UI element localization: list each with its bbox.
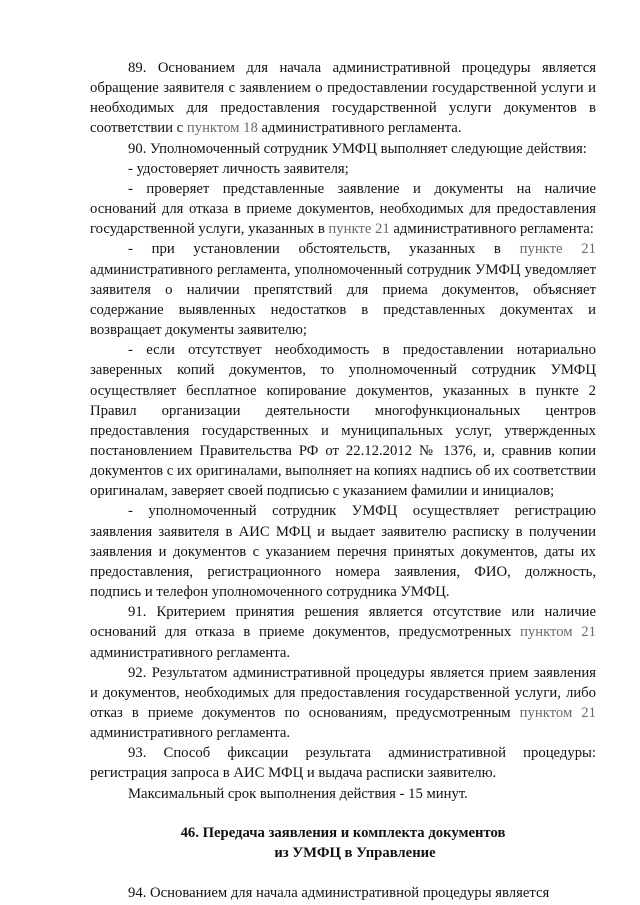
link-point-21[interactable]: пунктом 21 bbox=[519, 705, 596, 721]
section-heading-line-1: 46. Передача заявления и комплекта документов bbox=[180, 824, 506, 841]
spacer bbox=[90, 863, 596, 883]
paragraph-92-text: 92. Результатом административной процедуры является прием заявления и документов, необходимых для предоставления государственной услуги, либо отказ в приеме документов по основаниям, предусмотренным bbox=[90, 664, 596, 721]
link-point-21[interactable]: пунктом 21 bbox=[520, 624, 596, 641]
list-item-identity: - удостоверяет личность заявителя; bbox=[128, 160, 349, 177]
section-heading bbox=[90, 823, 596, 863]
list-item-registration: - уполномоченный сотрудник УМФЦ осуществляет регистрацию заявления заявителя в АИС МФЦ и выдает заявителю расписку в получении заявления и документов с указанием перечня принятых документов, даты их предоставления, регистрационного номера заявления, ФИО, должность, подпись и телефон уполномоченного сотрудника УМФЦ. bbox=[90, 503, 596, 601]
link-point-18[interactable]: пунктом 18 bbox=[186, 120, 258, 137]
list-item-check-text: - проверяет представленные заявление и документы на наличие оснований для отказа в приеме документов, необходимых для предоставления государственной услуги, указанных в bbox=[90, 180, 596, 238]
paragraph-93: 93. Способ фиксации результата административной процедуры: регистрация запроса в АИС МФЦ и выдача расписки заявителю. bbox=[90, 745, 596, 782]
paragraph-91 bbox=[90, 602, 596, 662]
section-heading-line-2: из УМФЦ в Управление bbox=[274, 844, 436, 861]
paragraph-94: 94. Основанием для начала административной процедуры является bbox=[128, 884, 550, 901]
list-item-copying: - если отсутствует необходимость в предоставлении нотариально заверенных копий документов, то уполномоченный сотрудник УМФЦ осуществляет бесплатное копирование документов, указанных в пункте 2 Правил организации деятельности многофункциональных центров предоставления государственных и муниципальных услуг, утвержденных постановлением Правительства РФ от 22.12.2012 № 1376, и, сравнив копии документов с их оригиналами, выполняет на копиях надпись об их соответствии оригиналам, заверяет своей подписью с указанием фамилии и инициалов; bbox=[90, 342, 596, 500]
list-item-check-documents bbox=[90, 179, 596, 239]
paragraph-89 bbox=[90, 58, 596, 139]
list-item-check-text-end: административного регламента: bbox=[389, 221, 594, 238]
paragraph-90: 90. Уполномоченный сотрудник УМФЦ выполняет следующие действия: bbox=[128, 140, 587, 157]
paragraph-89-text-end: административного регламента. bbox=[257, 120, 462, 137]
paragraph-91-text-end: административного регламента. bbox=[90, 644, 291, 661]
list-item-circumstances-text: - при установлении обстоятельств, указанных в bbox=[128, 241, 520, 258]
list-item-circumstances bbox=[90, 239, 596, 340]
paragraph-91-text: 91. Критерием принятия решения является отсутствие или наличие оснований для отказа в приеме документов, предусмотренных bbox=[90, 604, 596, 641]
paragraph-92 bbox=[90, 663, 596, 744]
document-page bbox=[90, 58, 596, 903]
paragraph-92-text-end: административного регламента. bbox=[90, 725, 291, 742]
link-point-21[interactable]: пункте 21 bbox=[328, 221, 390, 238]
list-item-circumstances-text-end: административного регламента, уполномоченный сотрудник УМФЦ уведомляет заявителя о наличии препятствий для приема документов, объясняет содержание выявленных недостатков в представленных документах и возвращает документы заявителю; bbox=[90, 261, 596, 339]
max-time-note: Максимальный срок выполнения действия - 15 минут. bbox=[128, 785, 468, 802]
paragraph-89-text: 89. Основанием для начала административной процедуры является обращение заявителя с заявлением о предоставлении государственной услуги и необходимых для предоставления государственной услуги документов в соответствии с bbox=[90, 60, 596, 137]
link-point-21[interactable]: пункте 21 bbox=[519, 241, 596, 258]
